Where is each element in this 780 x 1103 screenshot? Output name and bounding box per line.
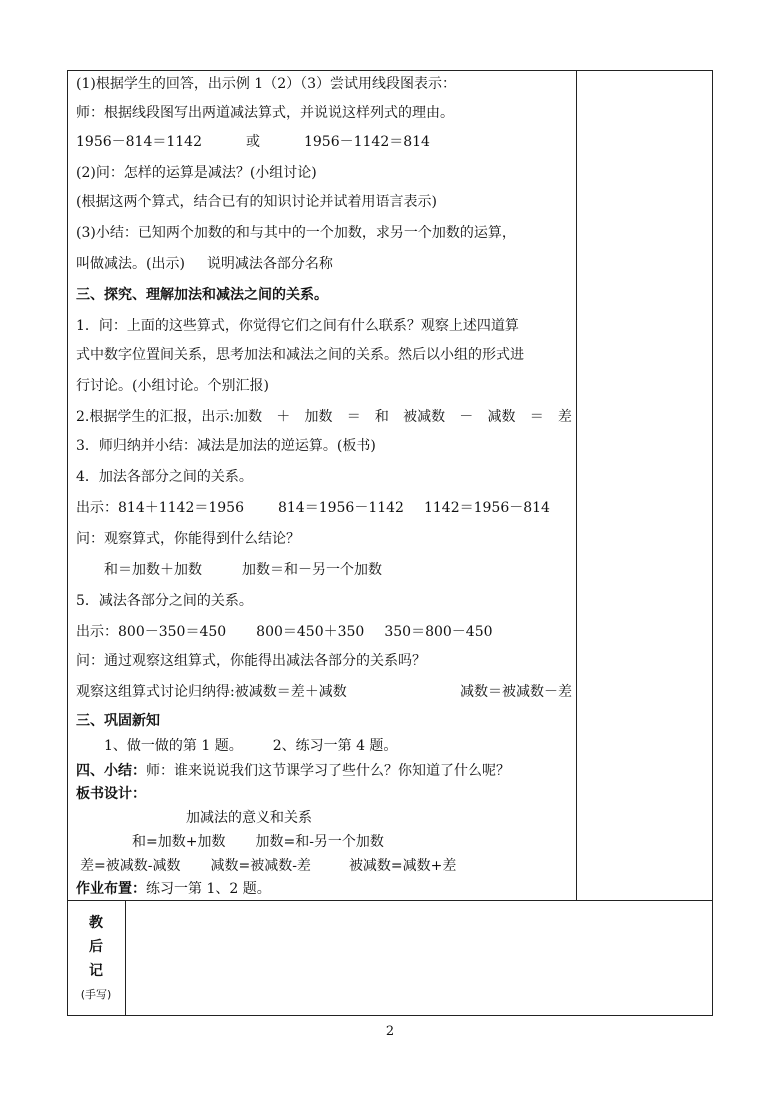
text-span: 练习一第 1、2 题。 xyxy=(146,881,271,897)
text-span: 减数 xyxy=(487,409,516,425)
text-line: 3．师归纳并小结：减法是加法的逆运算。(板书) xyxy=(76,438,376,454)
section-heading: 四、小结： xyxy=(76,763,146,779)
text-line xyxy=(80,856,456,876)
text-line: 行讨论。(小组讨论。个别汇报) xyxy=(76,378,269,394)
text-line xyxy=(76,407,572,427)
equation: 加数=和-另一个加数 xyxy=(255,834,384,850)
section-heading: 作业布置： xyxy=(76,881,146,897)
equation: 出示：814＋1142＝1956 xyxy=(76,500,244,516)
text-line xyxy=(76,879,271,899)
equation: 出示：800－350＝450 xyxy=(76,624,227,640)
text-line: 5．减法各部分之间的关系。 xyxy=(76,593,253,609)
text-line: 式中数字位置间关系，思考加法和减法之间的关系。然后以小组的形式进 xyxy=(76,347,524,363)
text-line: (3)小结：已知两个加数的和与其中的一个加数，求另一个加数的运算， xyxy=(76,225,516,241)
text-line xyxy=(104,736,397,756)
reflection-label-cell xyxy=(67,900,125,1016)
side-label-char: 教 xyxy=(89,915,103,931)
side-label-char: 后 xyxy=(89,939,103,955)
operator: ＝ xyxy=(346,409,361,425)
equation: 814＝1956－1142 xyxy=(277,500,404,516)
text-line: 问：观察算式，你能得到什么结论？ xyxy=(76,531,300,547)
equation: 差=被减数-减数 xyxy=(80,858,181,874)
equation: 和=加数+加数 xyxy=(132,834,226,850)
text-line xyxy=(76,132,430,152)
text-line xyxy=(104,560,382,580)
text-line: (2)问：怎样的运算是减法？(小组讨论) xyxy=(76,165,317,181)
text-span: 观察这组算式讨论归纳得:被减数＝差＋减数 xyxy=(76,684,347,700)
text-line: 4．加法各部分之间的关系。 xyxy=(76,469,253,485)
operator: ＝ xyxy=(529,409,544,425)
text-line xyxy=(76,254,333,274)
text-span: 差 xyxy=(557,409,572,425)
text-line: (根据这两个算式，结合已有的知识讨论并试着用语言表示) xyxy=(76,194,437,210)
conjunction: 或 xyxy=(245,134,260,150)
equation: 被减数=减数+差 xyxy=(348,858,457,874)
section-heading: 三、探究、理解加法和减法之间的关系。 xyxy=(76,287,328,303)
text-line: (1)根据学生的回答，出示例 1（2）（3）尝试用线段图表示： xyxy=(76,76,457,92)
table-divider-bottom xyxy=(67,900,713,901)
text-line: 1．问：上面的这些算式，你觉得它们之间有什么联系？观察上述四道算 xyxy=(76,318,519,334)
equation: 1956－814＝1142 xyxy=(76,134,202,150)
text-span: 1、做一做的第 1 题。 xyxy=(104,738,243,754)
equation: 1956－1142＝814 xyxy=(303,134,430,150)
text-line xyxy=(76,622,493,642)
text-span: 被减数 xyxy=(403,409,446,425)
table-divider-right xyxy=(576,70,577,900)
operator: ＋ xyxy=(276,409,291,425)
text-line xyxy=(76,498,550,518)
equation: 减数=被减数-差 xyxy=(210,858,311,874)
equation: 1142＝1956－814 xyxy=(423,500,550,516)
board-title: 加减法的意义和关系 xyxy=(186,810,312,826)
text-line: 师：根据线段图写出两道减法算式，并说说这样列式的理由。 xyxy=(76,105,454,121)
operator: － xyxy=(459,409,474,425)
text-span: 叫做减法。(出示) xyxy=(76,256,185,272)
table-divider-left xyxy=(125,900,126,1016)
text-span: 加数 xyxy=(304,409,333,425)
text-line: 问：通过观察这组算式，你能得出减法各部分的关系吗？ xyxy=(76,653,426,669)
equation: 800＝450＋350 xyxy=(256,624,365,640)
text-span: 2、练习一第 4 题。 xyxy=(272,738,398,754)
equation: 350＝800－450 xyxy=(384,624,493,640)
text-line xyxy=(132,832,384,852)
side-label-note: (手写) xyxy=(80,988,112,1001)
text-line xyxy=(76,682,572,702)
text-span: 说明减法各部分名称 xyxy=(206,256,333,272)
equation: 和＝加数＋加数 xyxy=(104,562,202,578)
text-span: 和 xyxy=(374,409,389,425)
text-line xyxy=(76,761,510,781)
page-number: 2 xyxy=(385,1024,395,1039)
text-span: 2.根据学生的汇报，出示:加数 xyxy=(76,409,263,425)
section-heading: 三、巩固新知 xyxy=(76,713,160,729)
text-span: 减数＝被减数－差 xyxy=(460,684,572,700)
equation: 加数＝和－另一个加数 xyxy=(242,562,382,578)
text-span: 师：谁来说说我们这节课学习了些什么？你知道了什么呢？ xyxy=(146,763,510,779)
side-label-char: 记 xyxy=(89,963,103,979)
section-heading: 板书设计： xyxy=(76,786,146,802)
